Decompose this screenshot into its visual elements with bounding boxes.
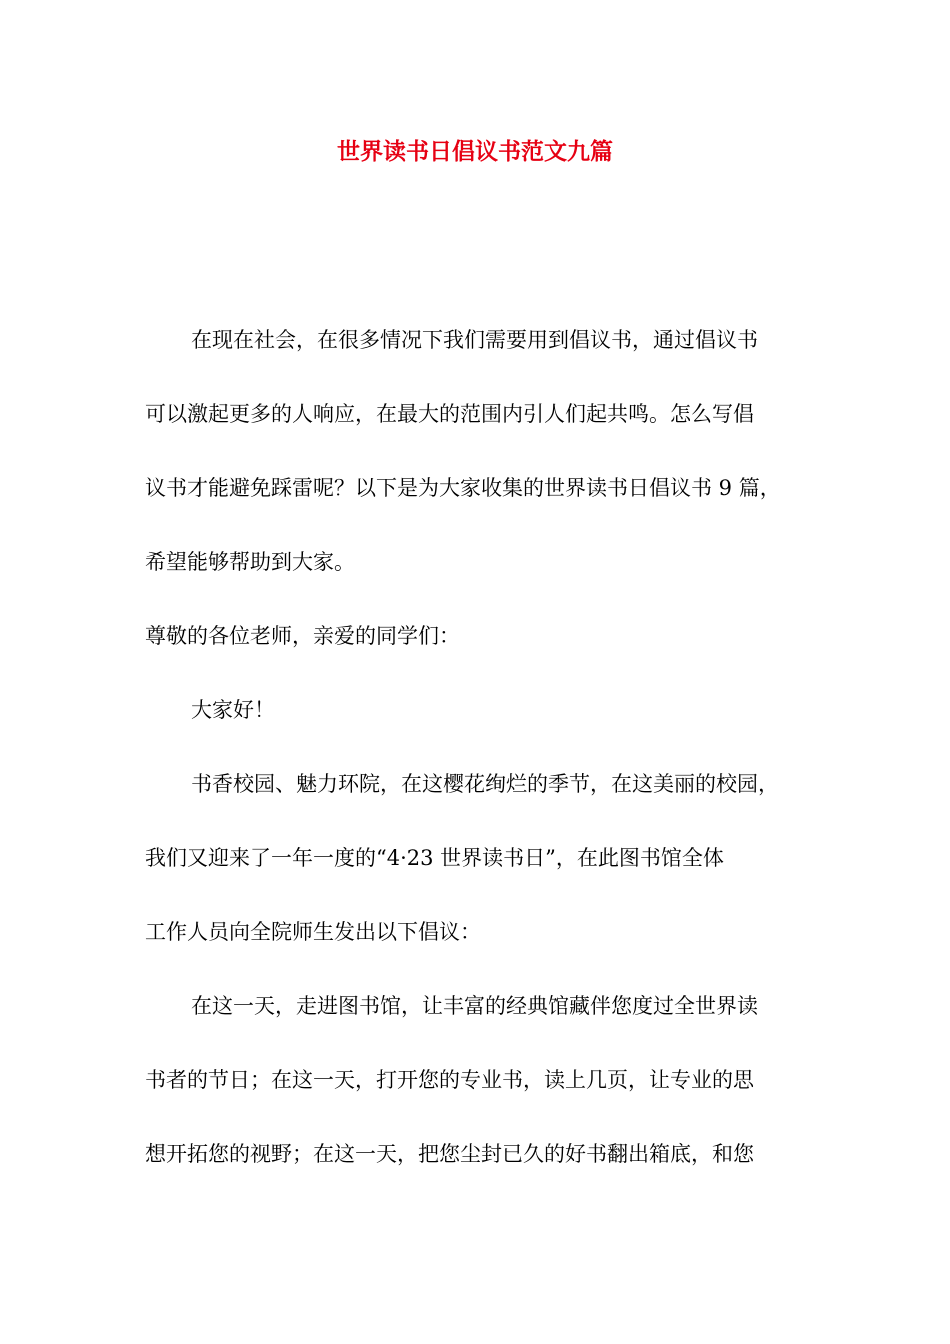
paragraph-line: 在现在社会，在很多情况下我们需要用到倡议书，通过倡议书 (191, 328, 758, 352)
paragraph-line: 可以激起更多的人响应，在最大的范围内引人们起共鸣。怎么写倡 (145, 402, 754, 426)
paragraph-line: 书香校园、魅力环院，在这樱花绚烂的季节，在这美丽的校园， (191, 772, 779, 796)
salutation-line: 尊敬的各位老师，亲爱的同学们： (145, 624, 460, 648)
greeting-line: 大家好！ (191, 698, 275, 722)
paragraph-line: 想开拓您的视野；在这一天，把您尘封已久的好书翻出箱底，和您 (145, 1142, 754, 1166)
paragraph-line: 议书才能避免踩雷呢？以下是为大家收集的世界读书日倡议书 9 篇， (145, 476, 781, 500)
paragraph-line: 工作人员向全院师生发出以下倡议： (145, 920, 481, 944)
document-title: 世界读书日倡议书范文九篇 (337, 138, 613, 165)
paragraph-line: 我们又迎来了一年一度的“4·23 世界读书日”，在此图书馆全体 (145, 846, 724, 870)
paragraph-line: 在这一天，走进图书馆，让丰富的经典馆藏伴您度过全世界读 (191, 994, 758, 1018)
paragraph-line: 书者的节日；在这一天，打开您的专业书，读上几页，让专业的思 (145, 1068, 754, 1092)
paragraph-line: 希望能够帮助到大家。 (145, 550, 355, 574)
